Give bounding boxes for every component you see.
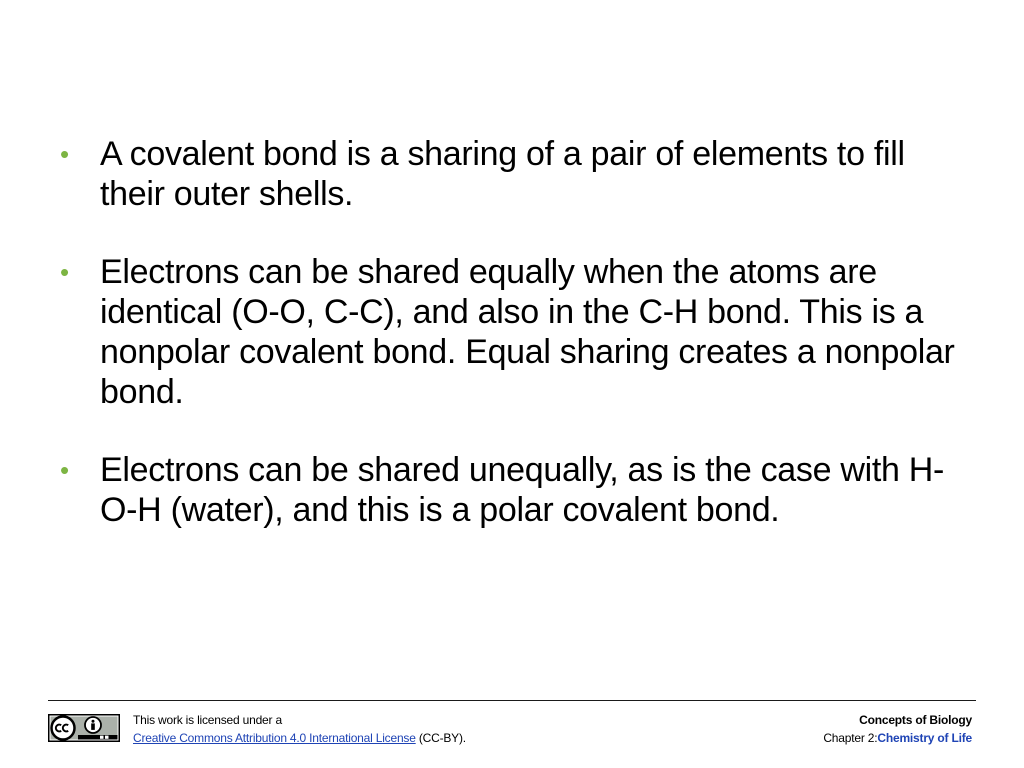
cc-by-icon xyxy=(48,714,120,742)
license-suffix: (CC-BY). xyxy=(415,731,466,745)
license-notice xyxy=(133,711,466,747)
license-line: This work is licensed under a xyxy=(133,713,282,727)
book-title: Concepts of Biology xyxy=(859,713,972,727)
chapter-line xyxy=(823,729,972,747)
bullet-item xyxy=(60,252,960,412)
chapter-name: Chemistry of Life xyxy=(877,731,972,745)
bullet-item xyxy=(60,450,960,530)
license-link-line xyxy=(133,729,466,747)
bullet-text: A covalent bond is a sharing of a pair of elements to fill their outer shells. xyxy=(100,135,905,213)
bullet-item xyxy=(60,134,960,214)
bullet-dot-icon: • xyxy=(60,257,69,287)
bullet-dot-icon: • xyxy=(60,455,69,485)
footer-divider xyxy=(48,700,976,701)
chapter-prefix: Chapter 2: xyxy=(823,731,878,745)
bullet-list xyxy=(60,134,960,568)
bullet-text: Electrons can be shared equally when the atoms are identical (O-O, C-C), and also in the C-H bond. This is a nonpolar covalent bond. Equal sharing creates a nonpolar bond. xyxy=(100,253,955,411)
bullet-text: Electrons can be shared unequally, as is the case with H-O-H (water), and this is a polar covalent bond. xyxy=(100,451,945,529)
license-link[interactable]: Creative Commons Attribution 4.0 International License xyxy=(133,731,416,745)
book-info xyxy=(823,711,972,747)
bullet-dot-icon: • xyxy=(60,139,69,169)
